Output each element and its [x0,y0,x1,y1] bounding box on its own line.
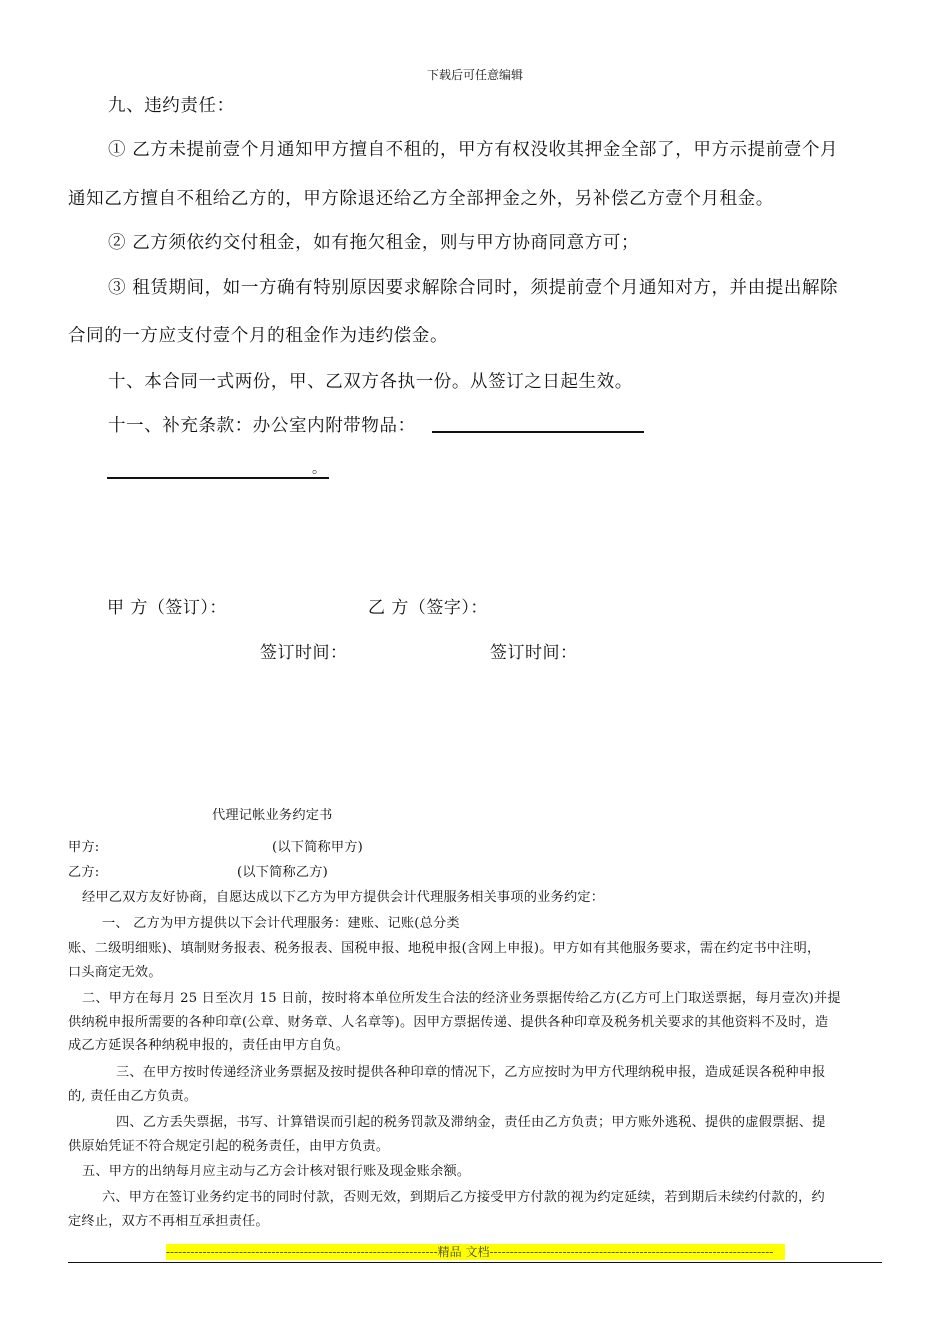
clause-4-line-1: 四、乙方丢失票据，书写、计算错误而引起的税务罚款及滞纳金，责任由乙方负责；甲方账外逃税、提供的虚假票据、提 [116,1115,826,1130]
clause-5: 五、甲方的出纳每月应主动与乙方会计核对银行账及现金账余额。 [82,1164,471,1179]
section-9-item-1-line-1: ① 乙方未提前壹个月通知甲方擅自不租的，甲方有权没收其押金全部了，甲方示提前壹个月 [108,140,839,160]
supplement-blank-line-1 [432,411,644,433]
section-9-item-2: ② 乙方须依约交付租金，如有拖欠租金，则与甲方协商同意方可； [108,233,640,253]
supplement-end-mark: 。 [312,461,326,477]
section-9-item-3-line-2: 合同的一方应支付壹个月的租金作为违约偿金。 [68,326,449,346]
clause-4-line-2: 供原始凭证不符合规定引起的税务责任，由甲方负责。 [68,1139,390,1154]
agreement-title: 代理记帐业务约定书 [212,808,333,823]
section-9-item-1-line-2: 通知乙方擅自不租给乙方的，甲方除退还给乙方全部押金之外，另补偿乙方壹个月租金。 [68,189,774,209]
clause-1-line-3: 口头商定无效。 [68,965,162,980]
party-a-signature-label: 甲 方（签订）： [107,598,227,618]
clause-1-line-1: 一、 乙方为甲方提供以下会计代理服务：建账、记账(总分类 [102,916,460,931]
party-a-sign-time-label: 签订时间： [260,643,348,663]
section-11-label: 十一、补充条款：办公室内附带物品： [108,416,416,436]
clause-1-line-2: 账、二级明细账)、填制财务报表、税务报表、国税申报、地税申报(含网上申报)。甲方如有其他服务要求，需在约定书中注明， [68,941,821,956]
clause-3-line-2: 的, 责任由乙方负责。 [68,1089,198,1104]
page-header: 下载后可任意编辑 [426,68,523,82]
clause-3-line-1: 三、在甲方按时传递经济业务票据及按时提供各种印章的情况下，乙方应按时为甲方代理纳税申报，造成延误各税种申报 [116,1065,826,1080]
section-9-title: 九、违约责任： [108,96,235,116]
section-9-item-3-line-1: ③ 租赁期间，如一方确有特别原因要求解除合同时，须提前壹个月通知对方，并由提出解除 [108,278,839,298]
agreement-party-a-label: 甲方: [68,840,100,855]
clause-2-line-2: 供纳税申报所需要的各种印章(公章、财务章、人名章等)。因甲方票据传递、提供各种印章及税务机关要求的其他资料不及时，造 [68,1015,829,1030]
agreement-intro: 经甲乙双方友好协商，自愿达成以下乙方为甲方提供会计代理服务相关事项的业务约定： [82,890,605,905]
clause-2-line-3: 成乙方延误各种纳税申报的，责任由甲方自负。 [68,1038,350,1053]
agreement-party-b-note: (以下简称乙方) [237,865,329,880]
footer-watermark-band: -------------------------------------------------------------------精品 文档---------------------------------------------------------------------- [166,1244,785,1260]
clause-2-line-1: 二、甲方在每月 25 日至次月 15 日前，按时将本单位所发生合法的经济业务票据传给乙方(乙方可上门取送票据，每月壹次)并提 [82,991,841,1006]
clause-6-line-1: 六、甲方在签订业务约定书的同时付款，否则无效，到期后乙方接受甲方付款的视为约定延续，若到期后未续约付款的，约 [102,1190,825,1205]
section-10: 十、本合同一式两份，甲、乙双方各执一份。从签订之日起生效。 [108,372,633,392]
agreement-party-a-note: (以下简称甲方) [272,840,364,855]
supplement-blank-line-2 [107,457,329,479]
footer-divider [68,1262,882,1263]
party-b-signature-label: 乙 方（签字）： [368,598,488,618]
agreement-party-b-label: 乙方: [68,865,100,880]
party-b-sign-time-label: 签订时间： [490,643,578,663]
clause-6-line-2: 定终止，双方不再相互承担责任。 [68,1214,269,1229]
